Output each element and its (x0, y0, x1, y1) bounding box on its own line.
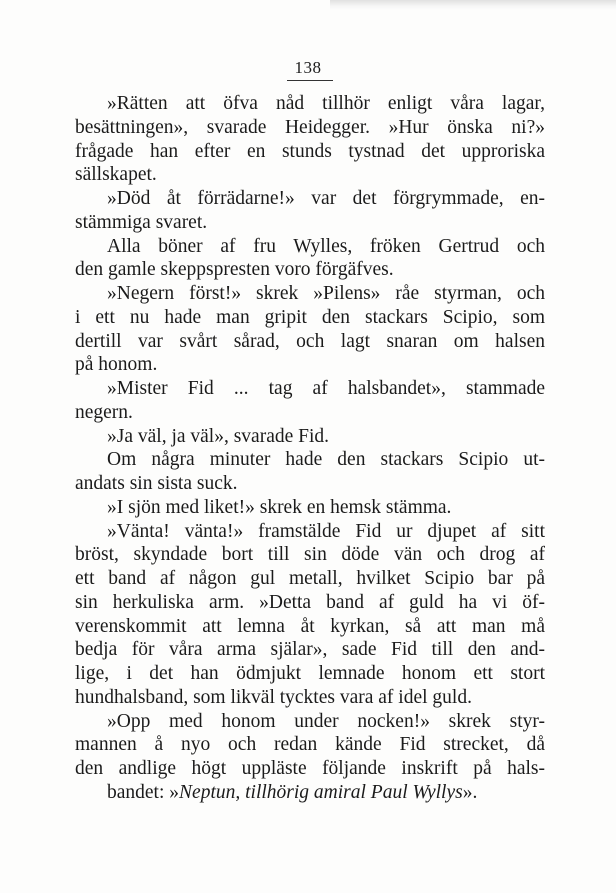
text-line: bröst, skyndade bort till sin döde vän och drog af (75, 544, 545, 566)
inscription-text: Neptun, tillhörig amiral Paul Wyllys (179, 781, 463, 803)
text-line (75, 781, 545, 805)
text-line: Om några minuter hade den stackars Scipio ut- (107, 449, 545, 471)
text-line: Alla böner af fru Wylles, fröken Gertrud och (107, 235, 545, 257)
text-line: besättningen», svarade Heidegger. »Hur önska ni?» (75, 116, 545, 138)
text-line: stämmiga svaret. (75, 211, 208, 233)
text-line: hundhalsband, som likväl tycktes vara af idel guld. (75, 686, 472, 708)
text-line: »Död åt förrädarne!» var det förgrymmade, en- (107, 188, 545, 209)
text-line: på honom. (75, 354, 158, 376)
text-line: sällskapet. (75, 164, 157, 186)
text-line: »Opp med honom under nocken!» skrek styr- (107, 710, 545, 732)
text-line: bedja för våra arma själar», sade Fid till den and- (75, 639, 545, 661)
text-line: negern. (75, 401, 133, 423)
text-line: »Mister Fid ... tag af halsbandet», stammade (107, 378, 545, 399)
text-line: den gamle skeppspresten voro förgäfves. (75, 259, 394, 281)
text-line: sin herkuliska arm. »Detta band af guld ha vi öf- (75, 591, 545, 613)
text-line: frågade han efter en stunds tystnad det upproriska (75, 140, 545, 162)
text-line: ett band af någon gul metall, hvilket Scipio bar på (75, 568, 545, 589)
body-text (75, 92, 545, 805)
text-line: »Ja väl, ja väl», svarade Fid. (107, 425, 330, 447)
text-line: verenskommit att lemna åt kyrkan, så att man må (75, 615, 545, 637)
text-line: »I sjön med liket!» skrek en hemsk stämma. (107, 496, 452, 518)
text-line: lige, i det han ödmjukt lemnade honom ett stort (75, 663, 545, 684)
page-number-rule (287, 80, 333, 81)
text-line: »Rätten att öfva nåd tillhör enligt våra lagar, (107, 93, 545, 114)
text-line: »Negern först!» skrek »Pilens» råe styrman, och (107, 283, 545, 304)
final-line-suffix: ». (462, 781, 478, 803)
text-line: »Vänta! vänta!» framstälde Fid ur djupet af sitt (107, 520, 545, 542)
text-line: mannen å nyo och redan kände Fid strecket, då (75, 734, 545, 756)
page-number: 138 (294, 58, 322, 77)
page-edge-shading (330, 0, 616, 10)
text-line: andats sin sista suck. (75, 473, 238, 494)
text-line: den andlige högt uppläste följande inskrift på hals- (75, 758, 545, 779)
final-line-prefix: bandet: » (107, 781, 180, 803)
text-line: dertill var svårt sårad, och lagt snaran om halsen (75, 330, 545, 352)
text-line: i ett nu hade man gripit den stackars Scipio, som (75, 306, 545, 328)
